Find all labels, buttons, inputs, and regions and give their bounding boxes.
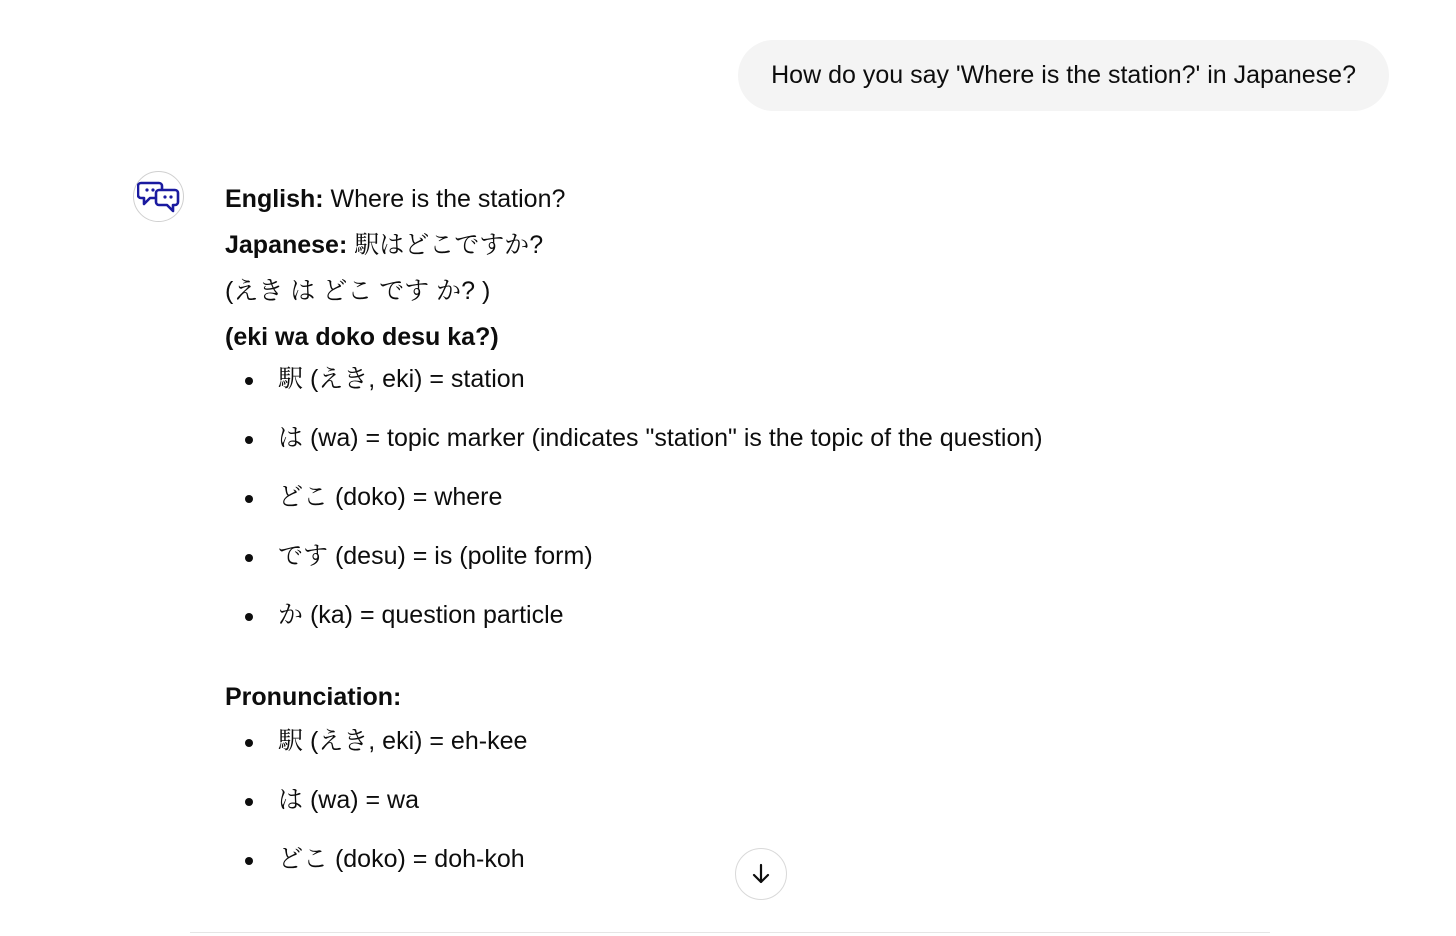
bullet-icon bbox=[245, 436, 253, 444]
user-message-text: How do you say 'Where is the station?' in Japanese? bbox=[771, 61, 1356, 89]
list-item-text: か (ka) = question particle bbox=[278, 601, 564, 629]
scroll-to-bottom-button[interactable] bbox=[735, 848, 787, 900]
assistant-message bbox=[225, 180, 1375, 903]
list-item bbox=[225, 541, 1375, 600]
bullet-icon bbox=[245, 613, 253, 621]
list-item bbox=[225, 726, 1375, 785]
assistant-avatar bbox=[133, 171, 184, 222]
list-item bbox=[225, 364, 1375, 423]
list-item-text: は (wa) = topic marker (indicates "station" is the topic of the question) bbox=[278, 424, 1043, 452]
breakdown-list bbox=[225, 364, 1375, 659]
bullet-icon bbox=[245, 377, 253, 385]
list-item-text: 駅 (えき, eki) = station bbox=[278, 365, 525, 393]
list-item-text: どこ (doko) = where bbox=[278, 483, 503, 511]
romaji-line: (eki wa doko desu ka?) bbox=[225, 323, 499, 351]
chat-bubbles-logo-icon bbox=[137, 177, 181, 217]
list-item-text: 駅 (えき, eki) = eh-kee bbox=[278, 727, 528, 755]
arrow-down-icon bbox=[749, 862, 773, 886]
japanese-text: 駅はどこですか? bbox=[347, 231, 544, 259]
list-item-text: どこ (doko) = doh-koh bbox=[278, 845, 525, 873]
list-item bbox=[225, 600, 1375, 659]
pronunciation-list bbox=[225, 726, 1375, 903]
japanese-label: Japanese: bbox=[225, 231, 348, 259]
list-item-text: は (wa) = wa bbox=[278, 786, 420, 814]
list-item bbox=[225, 423, 1375, 482]
list-item-text: です (desu) = is (polite form) bbox=[278, 542, 593, 570]
bullet-icon bbox=[245, 857, 253, 865]
pronunciation-heading: Pronunciation: bbox=[225, 683, 402, 711]
list-item bbox=[225, 482, 1375, 541]
user-message-bubble bbox=[738, 40, 1389, 111]
english-label: English: bbox=[225, 185, 324, 213]
bullet-icon bbox=[245, 554, 253, 562]
kana-line: (えき は どこ です か? ) bbox=[225, 277, 491, 305]
bullet-icon bbox=[245, 798, 253, 806]
composer-top-edge bbox=[190, 932, 1270, 936]
list-item bbox=[225, 785, 1375, 844]
list-item bbox=[225, 844, 1375, 903]
bullet-icon bbox=[245, 739, 253, 747]
english-line bbox=[225, 180, 1375, 226]
english-text: Where is the station? bbox=[323, 185, 566, 213]
japanese-line bbox=[225, 226, 1375, 272]
bullet-icon bbox=[245, 495, 253, 503]
